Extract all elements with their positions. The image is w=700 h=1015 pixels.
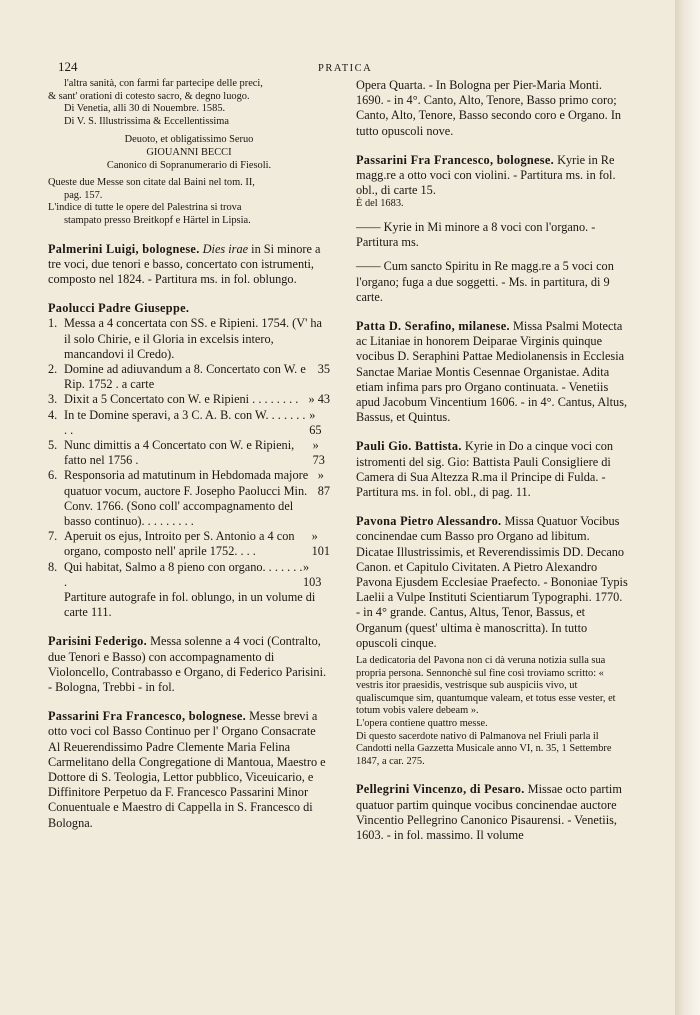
- entry-parisini: [48, 634, 330, 695]
- note-paragraph: La dedicatoria del Pavona non ci dà veruna notizia sulla sua propria persona. Sennonchè sul fine così troviamo scritto: « vestris itor praesidis, vestrisque sub auspiciis vivo, ut qualiscumque sim, quantumque valeam, et totus esse vester, et totum vobis valere debeam ».: [356, 655, 616, 717]
- entry-text: Missa Quatuor Vocibus concinendae cum Basso pro Organo ad libitum. Dicatae Illustrissimis, et Reverendissimis DD. Decano Canon. et Capitulo Civitaten. A Pietro Alexandro Pavona Ejusdem Ecclesiae Praefecto. - Bononiae Typis Laelii a Vulpe Instituti Scientiarum Typographi. 1770. - in 4° grande. Cantus, Altus, Tenor, Bassus, et Organum (quest' ultima è manoscritta). In tutto opuscoli cinque.: [356, 514, 628, 650]
- entry-kyrie-mi: —— Kyrie in Mi minore a 8 voci con l'organo. - Partitura ms.: [356, 220, 596, 250]
- note-paragraph: Di questo sacerdote nativo di Palmanova nel Friuli parla il Candotti nella Gazzetta Musicale anno VI, n. 35, 1 Settembre 1847, a car. 275.: [356, 730, 612, 767]
- entry-title: Dies irae: [202, 241, 249, 256]
- entry-passarini: [48, 709, 330, 831]
- entry-author: Palmerini Luigi, bolognese.: [48, 241, 200, 256]
- page-number: 124: [58, 59, 78, 74]
- list-item: 7. Aperuit os ejus, Introito per S. Antonio a 4 con organo, composto nell' aprile 1752. . . . » 101: [48, 529, 331, 559]
- entry-patta: [356, 319, 628, 425]
- entry-author: Pavona Pietro Alessandro.: [356, 514, 502, 529]
- list-item: 4. In te Domine speravi, a 3 C. A. B. con W. . . . . . . . . » 65: [48, 407, 322, 437]
- list-item: 8. Qui habitat, Salmo a 8 pieno con organo. . . . . . . . » 103: [48, 559, 322, 589]
- entry-text: Kyrie in Re magg.re a otto voci con violini. - Partitura ms. in fol. obl., di carte 15.: [356, 152, 616, 198]
- continued-text: Opera Quarta. - In Bologna per Pier-Maria Monti. 1690. - in 4°. Canto, Alto, Tenore, Basso primo coro; Canto, Alto, Tenore, Basso secondo coro e Organo. In tutto opuscoli nove.: [356, 78, 622, 138]
- entry-author: Patta D. Serafino, milanese.: [356, 319, 510, 334]
- entry-pauli: [356, 439, 628, 500]
- entry-text: in Si minore a tre voci, due tenori e basso, concertato con istrumenti, composto nel 1824. - Partitura ms. in fol. oblungo.: [48, 241, 321, 286]
- list-item: 1. Messa a 4 concertata con SS. e Ripieni. 1754. (V' ha il solo Chirie, e il Gloria in excelsis intero, mancandovi il Credo).: [48, 316, 322, 361]
- running-title: PRATICA: [318, 63, 373, 74]
- entry-pellegrini: [356, 782, 628, 843]
- left-column: [48, 78, 330, 831]
- entry-palmerini: [48, 242, 330, 288]
- entry-pavona: [356, 514, 628, 651]
- list-item: 3. Dixit a 5 Concertato con W. e Ripieni . . . . . . . . » 43: [48, 392, 330, 407]
- entry-text: Messe brevi a otto voci col Basso Continuo per l' Organo Consacrate Al Reuerendissimo Padre Clemente Maria Felina Carmelitano della Congregatione di Mantoua, Maestro e Dottore di S. Teologia, Lettor pubblico, Viceuicario, e Diffinitore Perpetuo da F. Francesco Passarini Minor Conuentuale e Maestro di Cappella in S. Francesco di Bologna.: [48, 709, 326, 830]
- entry-note: È del 1683.: [356, 198, 404, 210]
- letter-line: Di V. S. Illustrissima & Eccellentissima: [64, 115, 229, 127]
- signature-name: GIOUANNI BECCI: [146, 146, 232, 158]
- letter-text: [48, 78, 330, 228]
- closing-line: Deuoto, et obligatissimo Seruo: [124, 134, 254, 146]
- right-column: [356, 78, 628, 843]
- entry-author: Passarini Fra Francesco, bolognese.: [356, 152, 555, 167]
- list-item: 5. Nunc dimittis a 4 Concertato con W. e Ripieni, fatto nel 1756 . » 73: [48, 437, 325, 468]
- note-paragraph: L'opera contiene quattro messe.: [356, 718, 488, 730]
- entry-author: Paolucci Padre Giuseppe.: [48, 301, 190, 316]
- entry-text: Missa Psalmi Motecta ac Litaniae in honorem Deiparae Virginis quinque vocibus D. Seraphini Pattae Mediolanensis in Ecclesia Sanctae Mariae Montis Cesennae Organistae. Adita etiam infima pars pro Organo continuata. - Venetiis apud Jacobum Vincentium 1606. - in 4°. Cantus, Altus, Bassus, et Quintus.: [356, 319, 628, 425]
- note-line: pag. 157.: [64, 189, 103, 201]
- entry-author: Pellegrini Vincenzo, di Pesaro.: [356, 782, 525, 797]
- entry-author: Pauli Gio. Battista.: [356, 439, 462, 454]
- entry-author: Passarini Fra Francesco, bolognese.: [48, 709, 247, 724]
- list-item: 6. Responsoria ad matutinum in Hebdomada majore quatuor vocum, auctore F. Josepho Paolucci Min. Conv. 1766. (Sono coll' accompagnamento del basso continuo). . . . . . . . . » 87: [48, 468, 330, 528]
- entry-paolucci: [48, 301, 330, 620]
- entry-cum-sancto: —— Cum sancto Spiritu in Re magg.re a 5 voci con l'organo; fuga a due soggetti. - Ms. in partitura, di 9 carte.: [356, 259, 614, 304]
- entry-text: Kyrie in Do a cinque voci con istromenti del sig. Gio: Battista Pauli Consigliere di Camera di Sua Altezza R.ma il Principe di Fulda. - Partitura ms. in fol. obl., di pag. 11.: [356, 439, 614, 500]
- letter-line: & sant' orationi di cotesto sacro, & degno luogo.: [48, 90, 250, 102]
- letter-line: Di Venetia, alli 30 di Nouembre. 1585.: [64, 103, 226, 115]
- list-item: 2. Domine ad adiuvandum a 8. Concertato con W. e Rip. 1752 . a carte 35: [48, 361, 330, 392]
- note-line: stampato presso Breitkopf e Härtel in Lipsia.: [64, 214, 251, 226]
- page-edge: [675, 0, 700, 1015]
- entry-passarini-kyrie: [356, 153, 628, 199]
- entry-author: Parisini Federigo.: [48, 634, 147, 649]
- closing-line: Canonico di Sopranumerario di Fiesoli.: [106, 159, 272, 171]
- entry-text: Messa solenne a 4 voci (Contralto, due Tenori e Basso) con accompagnamento di Violoncello, Contrabasso e Organo, di Federico Parisini. - Bologna, Trebbi - in fol.: [48, 634, 327, 695]
- entry-footer: Partiture autografe in fol. oblungo, in un volume di carte 111.: [64, 590, 316, 620]
- letter-line: l'altra sanità, con farmi far partecipe delle preci,: [64, 78, 263, 89]
- note-line: Queste due Messe son citate dal Baini nel tom. II,: [48, 177, 255, 189]
- pavona-notes: [356, 655, 628, 768]
- note-line: L'indice di tutte le opere del Palestrina si trova: [48, 202, 242, 214]
- entry-text: Missae octo partim quatuor partim quinque vocibus concinendae auctore Vincentio Pellegrino Canonico Pisaurensi. - Venetiis, 1603. - in fol. massimo. Il volume: [356, 782, 622, 843]
